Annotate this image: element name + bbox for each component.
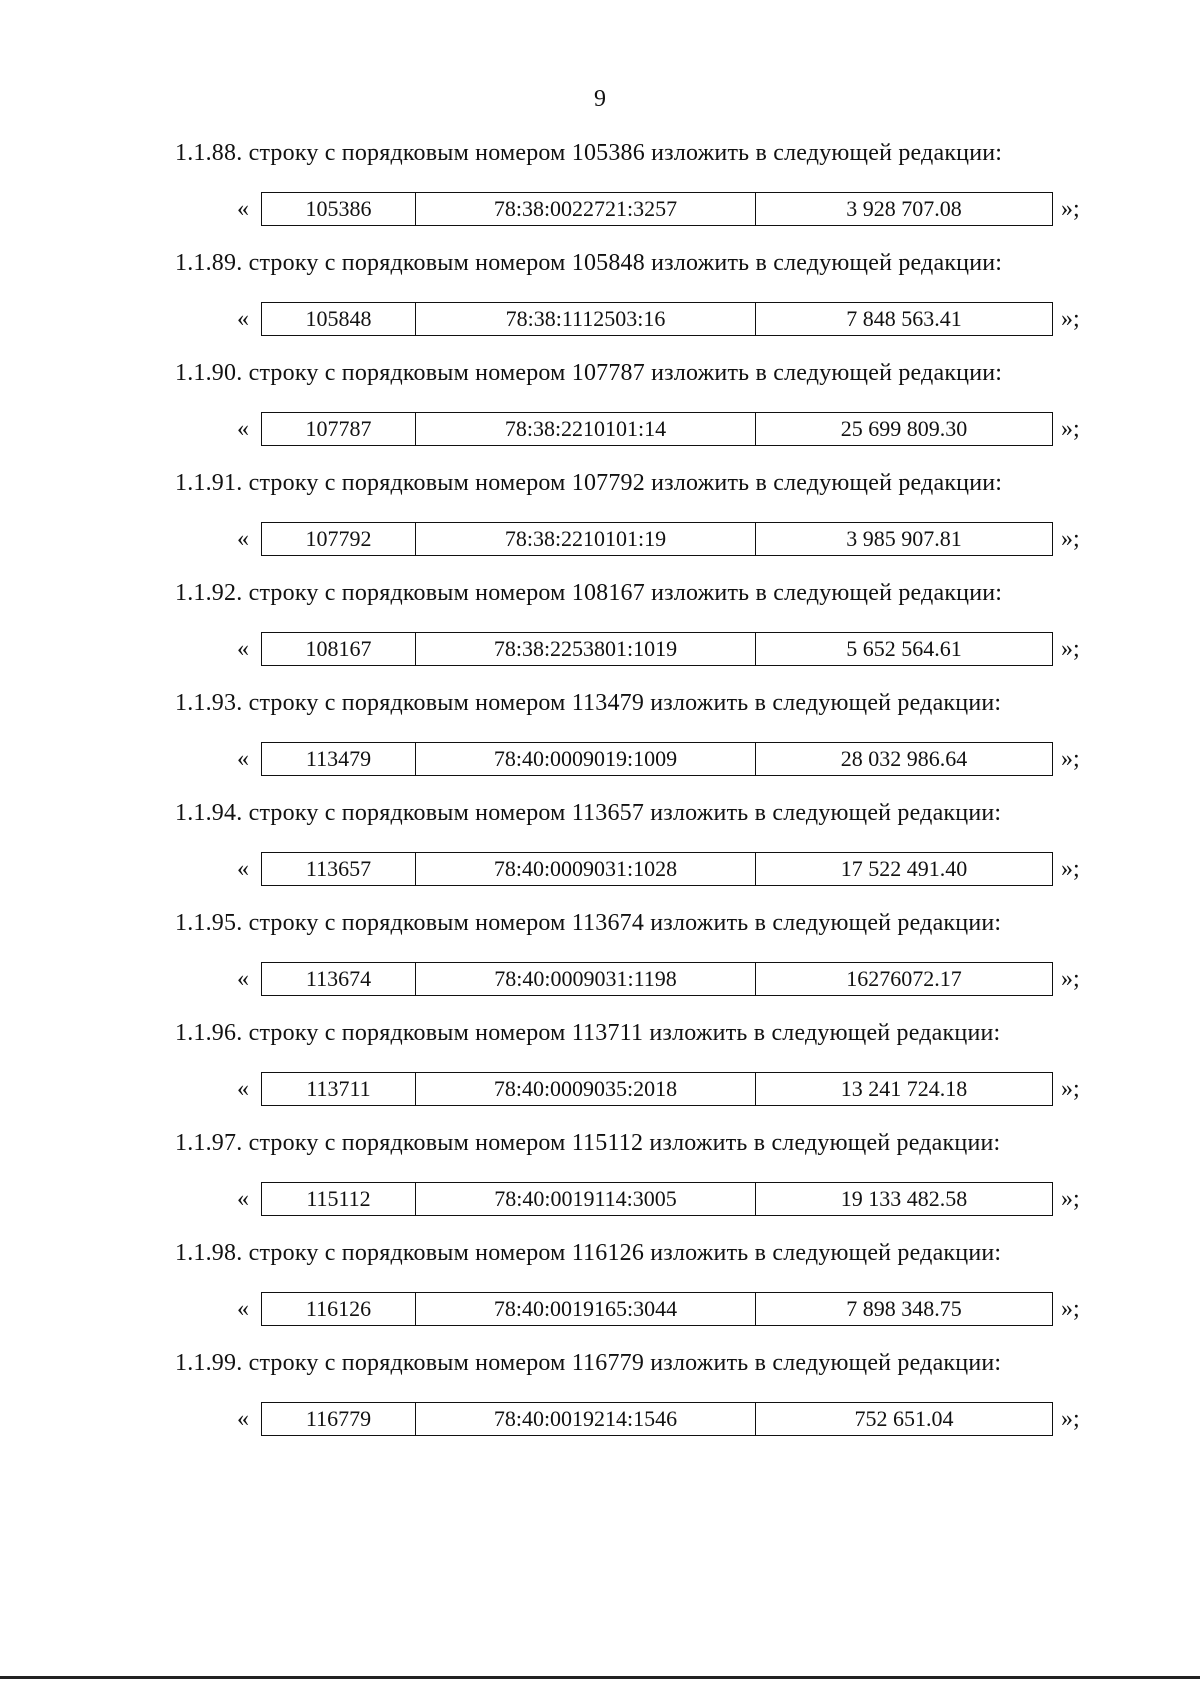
opening-quote: « [237, 525, 249, 552]
table-row [261, 742, 1053, 776]
cadastral-number-cell: 78:40:0019114:3005 [416, 1183, 756, 1215]
table-row [261, 632, 1053, 666]
closing-quote: »; [1061, 1295, 1080, 1322]
table-row [261, 192, 1053, 226]
value-cell: 752 651.04 [854, 1406, 954, 1431]
table-row [261, 1072, 1053, 1106]
replacement-row [237, 192, 1080, 226]
closing-quote: »; [1061, 1405, 1080, 1432]
value-cell: 28 032 986.64 [840, 746, 968, 771]
cadastral-number-cell: 78:40:0009019:1009 [416, 743, 756, 775]
cadastral-number-cell: 78:38:2253801:1019 [416, 633, 756, 665]
amendment-item [175, 140, 1095, 250]
replacement-row [237, 1182, 1080, 1216]
table-row [261, 412, 1053, 446]
table-row [261, 962, 1053, 996]
closing-quote: »; [1061, 635, 1080, 662]
opening-quote: « [237, 855, 249, 882]
table-row [261, 1402, 1053, 1436]
amendment-item [175, 1020, 1095, 1130]
amendment-item [175, 910, 1095, 1020]
amendment-list [175, 140, 1095, 1460]
amendment-item [175, 1240, 1095, 1350]
value-cell: 16276072.17 [846, 966, 962, 991]
replacement-row [237, 1072, 1080, 1106]
replacement-row [237, 412, 1080, 446]
closing-quote: »; [1061, 415, 1080, 442]
row-number-cell: 107792 [262, 523, 416, 555]
closing-quote: »; [1061, 745, 1080, 772]
cadastral-number-cell: 78:40:0019165:3044 [416, 1293, 756, 1325]
amendment-heading: 1.1.88. строку с порядковым номером 105386 изложить в следующей редакции: [175, 140, 1003, 166]
amendment-heading: 1.1.91. строку с порядковым номером 107792 изложить в следующей редакции: [175, 470, 1003, 496]
opening-quote: « [237, 745, 249, 772]
closing-quote: »; [1061, 855, 1080, 882]
amendment-heading: 1.1.92. строку с порядковым номером 108167 изложить в следующей редакции: [175, 580, 1003, 606]
amendment-heading: 1.1.97. строку с порядковым номером 115112 изложить в следующей редакции: [175, 1130, 1001, 1156]
closing-quote: »; [1061, 1185, 1080, 1212]
opening-quote: « [237, 415, 249, 442]
opening-quote: « [237, 305, 249, 332]
row-number-cell: 115112 [262, 1183, 416, 1215]
cadastral-number-cell: 78:38:2210101:19 [416, 523, 756, 555]
cadastral-number-cell: 78:40:0009031:1028 [416, 853, 756, 885]
opening-quote: « [237, 965, 249, 992]
amendment-item [175, 360, 1095, 470]
row-number-cell: 116126 [262, 1293, 416, 1325]
closing-quote: »; [1061, 965, 1080, 992]
amendment-item [175, 250, 1095, 360]
table-row [261, 852, 1053, 886]
row-number-cell: 108167 [262, 633, 416, 665]
value-cell: 3 928 707.08 [846, 196, 962, 221]
page-number: 9 [594, 86, 606, 112]
amendment-item [175, 580, 1095, 690]
replacement-row [237, 852, 1080, 886]
value-cell: 5 652 564.61 [846, 636, 962, 661]
amendment-item [175, 1350, 1095, 1460]
amendment-heading: 1.1.95. строку с порядковым номером 113674 изложить в следующей редакции: [175, 910, 1002, 936]
opening-quote: « [237, 1185, 249, 1212]
table-row [261, 1292, 1053, 1326]
amendment-heading: 1.1.89. строку с порядковым номером 105848 изложить в следующей редакции: [175, 250, 1003, 276]
row-number-cell: 113479 [262, 743, 416, 775]
opening-quote: « [237, 635, 249, 662]
value-cell: 3 985 907.81 [846, 526, 962, 551]
amendment-item [175, 800, 1095, 910]
value-cell: 17 522 491.40 [840, 856, 968, 881]
replacement-row [237, 632, 1080, 666]
row-number-cell: 113674 [262, 963, 416, 995]
opening-quote: « [237, 1405, 249, 1432]
amendment-heading: 1.1.96. строку с порядковым номером 113711 изложить в следующей редакции: [175, 1020, 1001, 1046]
cadastral-number-cell: 78:40:0019214:1546 [416, 1403, 756, 1435]
value-cell: 25 699 809.30 [840, 416, 968, 441]
replacement-row [237, 1402, 1080, 1436]
value-cell: 7 848 563.41 [846, 306, 962, 331]
cadastral-number-cell: 78:40:0009031:1198 [416, 963, 756, 995]
replacement-row [237, 1292, 1080, 1326]
cadastral-number-cell: 78:40:0009035:2018 [416, 1073, 756, 1105]
closing-quote: »; [1061, 525, 1080, 552]
opening-quote: « [237, 1075, 249, 1102]
value-cell: 19 133 482.58 [840, 1186, 968, 1211]
closing-quote: »; [1061, 1075, 1080, 1102]
row-number-cell: 107787 [262, 413, 416, 445]
amendment-heading: 1.1.93. строку с порядковым номером 113479 изложить в следующей редакции: [175, 690, 1002, 716]
row-number-cell: 116779 [262, 1403, 416, 1435]
amendment-item [175, 470, 1095, 580]
opening-quote: « [237, 195, 249, 222]
replacement-row [237, 742, 1080, 776]
replacement-row [237, 522, 1080, 556]
replacement-row [237, 962, 1080, 996]
row-number-cell: 105848 [262, 303, 416, 335]
opening-quote: « [237, 1295, 249, 1322]
row-number-cell: 105386 [262, 193, 416, 225]
amendment-item [175, 690, 1095, 800]
row-number-cell: 113711 [262, 1073, 416, 1105]
cadastral-number-cell: 78:38:0022721:3257 [416, 193, 756, 225]
value-cell: 7 898 348.75 [846, 1296, 962, 1321]
bottom-rule [0, 1676, 1200, 1679]
amendment-heading: 1.1.94. строку с порядковым номером 113657 изложить в следующей редакции: [175, 800, 1002, 826]
replacement-row [237, 302, 1080, 336]
cadastral-number-cell: 78:38:2210101:14 [416, 413, 756, 445]
closing-quote: »; [1061, 305, 1080, 332]
closing-quote: »; [1061, 195, 1080, 222]
amendment-item [175, 1130, 1095, 1240]
table-row [261, 522, 1053, 556]
amendment-heading: 1.1.99. строку с порядковым номером 116779 изложить в следующей редакции: [175, 1350, 1002, 1376]
row-number-cell: 113657 [262, 853, 416, 885]
table-row [261, 302, 1053, 336]
amendment-heading: 1.1.98. строку с порядковым номером 116126 изложить в следующей редакции: [175, 1240, 1002, 1266]
value-cell: 13 241 724.18 [840, 1076, 968, 1101]
amendment-heading: 1.1.90. строку с порядковым номером 107787 изложить в следующей редакции: [175, 360, 1003, 386]
table-row [261, 1182, 1053, 1216]
cadastral-number-cell: 78:38:1112503:16 [416, 303, 756, 335]
